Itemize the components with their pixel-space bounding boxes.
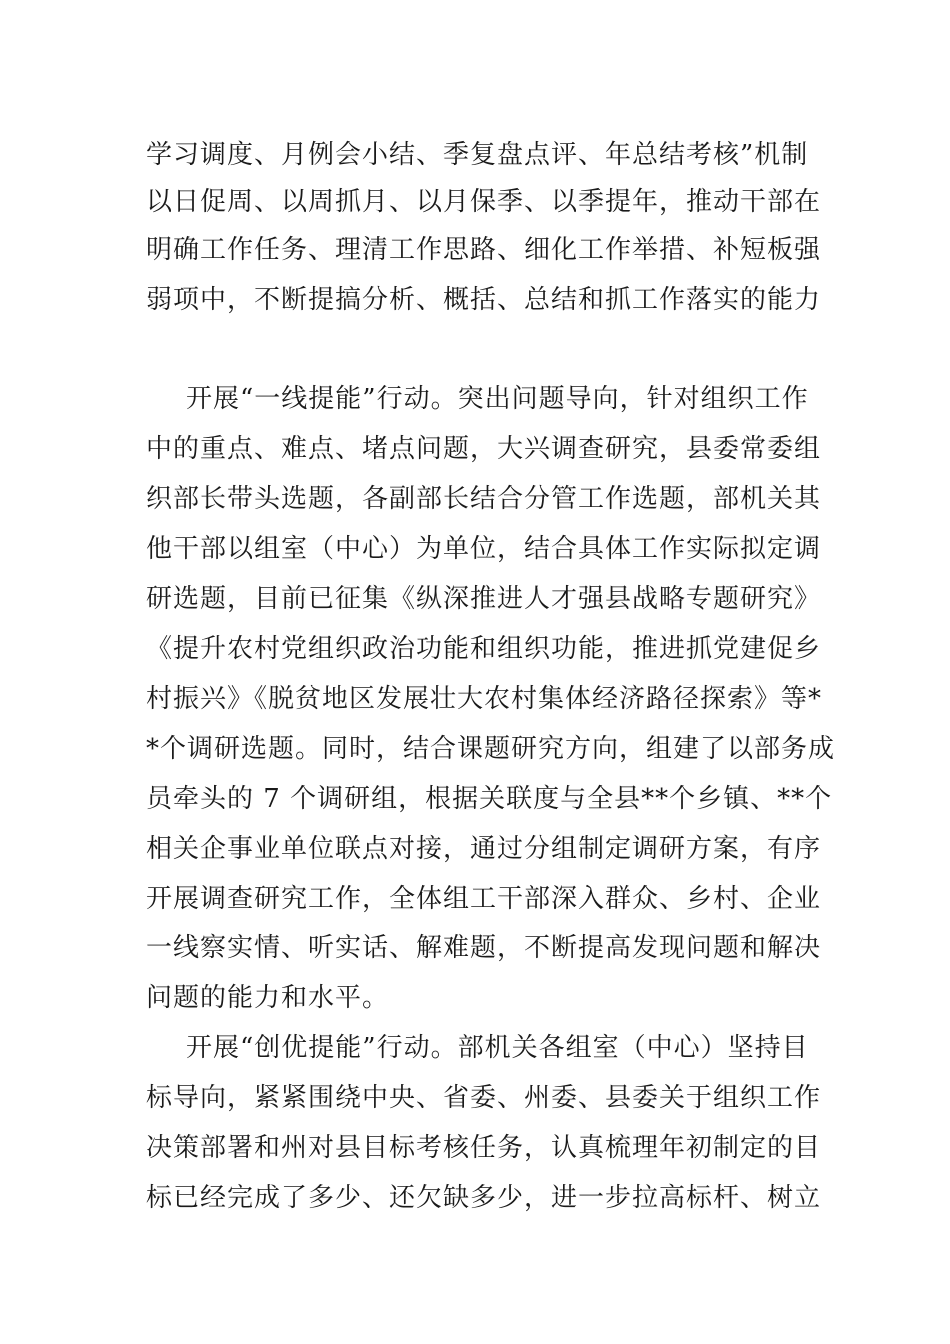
paragraph-2-line-12: 一线察实情、听实话、解难题，不断提高发现问题和解决 [146, 933, 822, 963]
paragraph-3-line-1: 开展“创优提能”行动。部机关各组室（中心）坚持目 [186, 1033, 809, 1063]
paragraph-3-line-4: 标已经完成了多少、还欠缺多少，进一步拉高标杆、树立 [146, 1183, 822, 1213]
paragraph-2-line-2: 中的重点、难点、堵点问题，大兴调查研究，县委常委组 [146, 434, 822, 464]
paragraph-2-line-5: 研选题，目前已征集《纵深推进人才强县战略专题研究》 [146, 584, 822, 614]
paragraph-2-line-3: 织部长带头选题，各副部长结合分管工作选题，部机关其 [146, 484, 822, 514]
paragraph-2-line-9: 员牵头的 7 个调研组，根据关联度与全县**个乡镇、**个 [146, 784, 833, 814]
paragraph-2-line-1: 开展“一线提能”行动。突出问题导向，针对组织工作 [186, 384, 809, 414]
paragraph-3-line-2: 标导向，紧紧围绕中央、省委、州委、县委关于组织工作 [146, 1083, 822, 1113]
paragraph-3-line-3: 决策部署和州对县目标考核任务，认真梳理年初制定的目 [146, 1133, 822, 1163]
paragraph-2-line-6: 《提升农村党组织政治功能和组织功能，推进抓党建促乡 [146, 634, 822, 664]
paragraph-1-line-2: 以日促周、以周抓月、以月保季、以季提年，推动干部在 [146, 187, 822, 217]
paragraph-2-line-11: 开展调查研究工作，全体组工干部深入群众、乡村、企业 [146, 884, 822, 914]
paragraph-1-line-3: 明确工作任务、理清工作思路、细化工作举措、补短板强 [146, 235, 822, 265]
paragraph-2-line-8: *个调研选题。同时，结合课题研究方向，组建了以部务成 [146, 734, 836, 764]
paragraph-1-line-4: 弱项中，不断提搞分析、概括、总结和抓工作落实的能力 [146, 285, 822, 315]
paragraph-2-line-10: 相关企事业单位联点对接，通过分组制定调研方案，有序 [146, 834, 822, 864]
paragraph-2-line-4: 他干部以组室（中心）为单位，结合具体工作实际拟定调 [146, 534, 822, 564]
paragraph-2-line-13: 问题的能力和水平。 [146, 983, 390, 1013]
paragraph-1-line-1: 学习调度、月例会小结、季复盘点评、年总结考核”机制 [146, 140, 809, 170]
paragraph-2-line-7: 村振兴》《脱贫地区发展壮大农村集体经济路径探索》等* [146, 684, 823, 714]
